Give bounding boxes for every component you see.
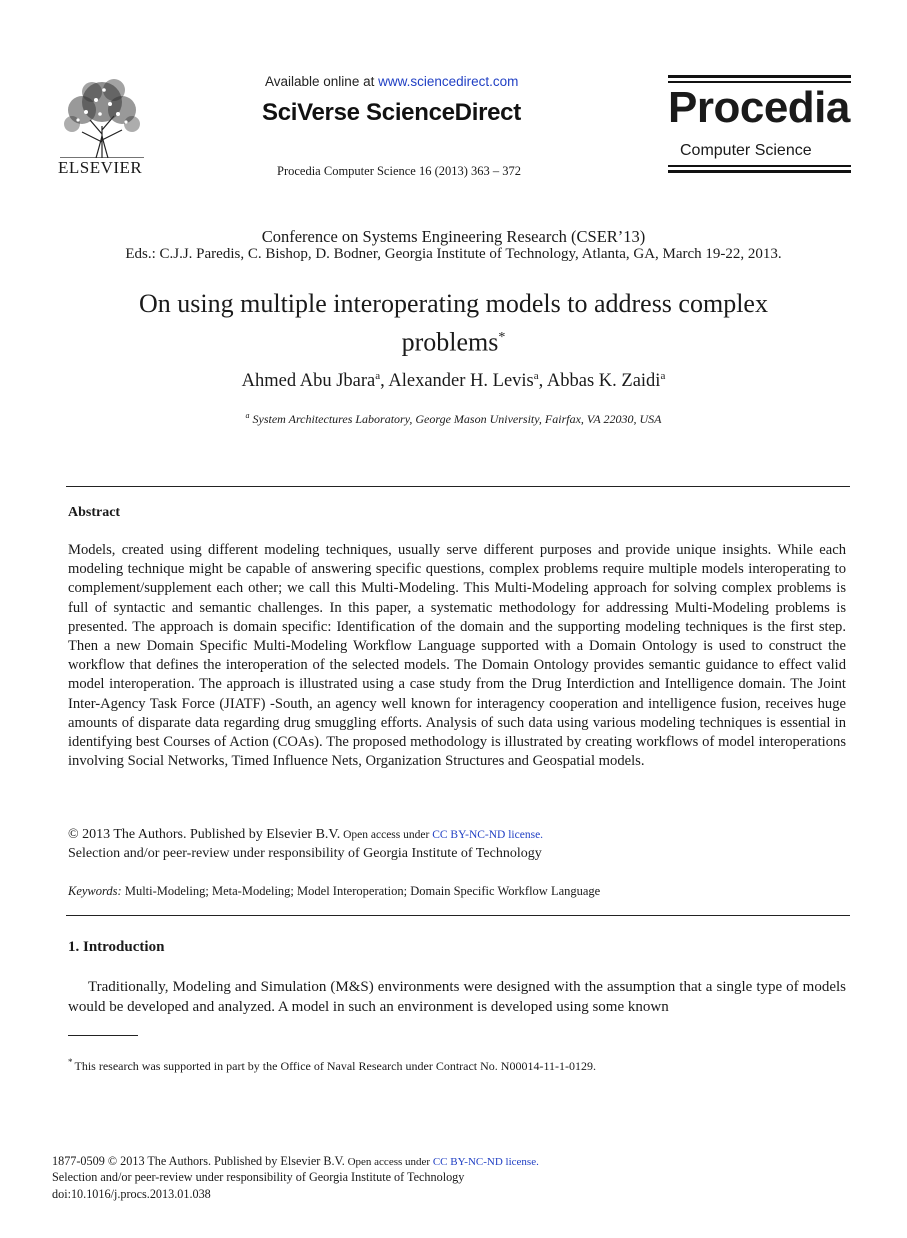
paper-title (0, 287, 907, 360)
author-list (0, 370, 907, 392)
footer-issn: 1877-0509 © 2013 The Authors. Published by Elsevier B.V. Open access under CC BY-NC-ND license. (52, 1154, 539, 1168)
title-line-1: On using multiple interoperating models to address complex (139, 289, 768, 318)
conference-name: Conference on Systems Engineering Research (CSER’13) (261, 227, 646, 246)
procedia-rule-bottom-thin (668, 165, 851, 167)
procedia-rule-top (668, 75, 851, 78)
divider-bottom (66, 915, 850, 916)
license-link[interactable]: CC BY-NC-ND license. (432, 829, 544, 841)
procedia-rule-bottom (668, 170, 851, 173)
elsevier-wordmark: ELSEVIER (58, 158, 143, 177)
divider-top (66, 486, 850, 487)
title-line-2: problems* (401, 327, 506, 357)
footer-license-link[interactable]: CC BY-NC-ND license. (432, 1156, 539, 1168)
peer-review-line: Selection and/or peer-review under responsibility of Georgia Institute of Technology (68, 846, 542, 861)
keywords-label: Keywords: (68, 884, 122, 898)
author: Abbas K. Zaidi$^a$ (546, 370, 666, 392)
footer-doi[interactable]: doi:10.1016/j.procs.2013.01.038 (52, 1187, 211, 1201)
procedia-logo: Procedia (668, 83, 850, 132)
footer-review: Selection and/or peer-review under responsibility of Georgia Institute of Technology (52, 1170, 465, 1184)
author: Ahmed Abu Jbara$^a$, (241, 370, 389, 392)
title-footnote-mark[interactable]: * (498, 330, 506, 345)
journal-citation: Procedia Computer Science 16 (2013) 363 – 372 (277, 164, 522, 178)
footnote: * This research was supported in part by the Office of Naval Research under Contract No. N00014-11-1-0129. (68, 1057, 597, 1073)
abstract-heading: Abstract (68, 505, 121, 520)
copyright-line: © 2013 The Authors. Published by Elsevier B.V. Open access under CC BY-NC-ND license. (68, 827, 544, 842)
author: Alexander H. Levis$^a$, (388, 370, 547, 392)
keywords: Keywords: Multi-Modeling; Meta-Modeling; Model Interoperation; Domain Specific Workflow Language (68, 884, 601, 898)
introduction-text: Traditionally, Modeling and Simulation (M&S) environments were designed with the assumption that a single type of models would be developed and analyzed. A model in such an environment is developed using some known (68, 979, 846, 1015)
procedia-subtitle: Computer Science (680, 142, 812, 159)
editors-line: Eds.: C.J.J. Paredis, C. Bishop, D. Bodner, Georgia Institute of Technology, Atlanta, GA, March 19-22, 2013. (125, 246, 782, 262)
sciencedirect-link[interactable]: www.sciencedirect.com (378, 74, 519, 89)
section-heading: 1. Introduction (68, 939, 165, 955)
available-online: Available online at www.sciencedirect.com (265, 74, 519, 89)
abstract-text: Models, created using different modeling techniques, usually serve different purposes and provide unique insights. While each modeling technique might be capable of answering specific questions, complex problems require multiple models interoperating to complement/supplement each other; we call this Multi-Modeling. This Multi-Modeling approach for solving complex problems is full of syntactic and semantic challenges. In this paper, a systematic methodology for addressing Multi-Modeling problems is presented. The approach is domain specific: Identification of the domain and the supporting modeling techniques is the first step. Then a new Domain Specific Multi-Modeling Workflow Language supported with a Domain Ontology is used to construct the workflow that defines the interoperation of the selected models. The Domain Ontology provides semantic guidance to effect valid model interoperation. The approach is illustrated using a case study from the Drug Interdiction and Intelligence domain. The Joint Inter-Agency Task Force (JIATF) -South, an agency well known for interagency cooperation and intelligence fusion, receives huge amounts of disparate data regarding drug smuggling efforts. Analysis of such data using various modeling techniques is essential in identifying best Courses of Action (COAs). The proposed methodology is illustrated by creating workflows of model interoperations involving Social Networks, Timed Influence Nets, Organization Structures and Geospatial models. (68, 542, 846, 770)
sciverse-wordmark: SciVerse ScienceDirect (262, 99, 521, 126)
footnote-rule (68, 1035, 138, 1036)
affiliation: $^a$ System Architectures Laboratory, George Mason University, Fairfax, VA 22030, USA (245, 411, 662, 426)
